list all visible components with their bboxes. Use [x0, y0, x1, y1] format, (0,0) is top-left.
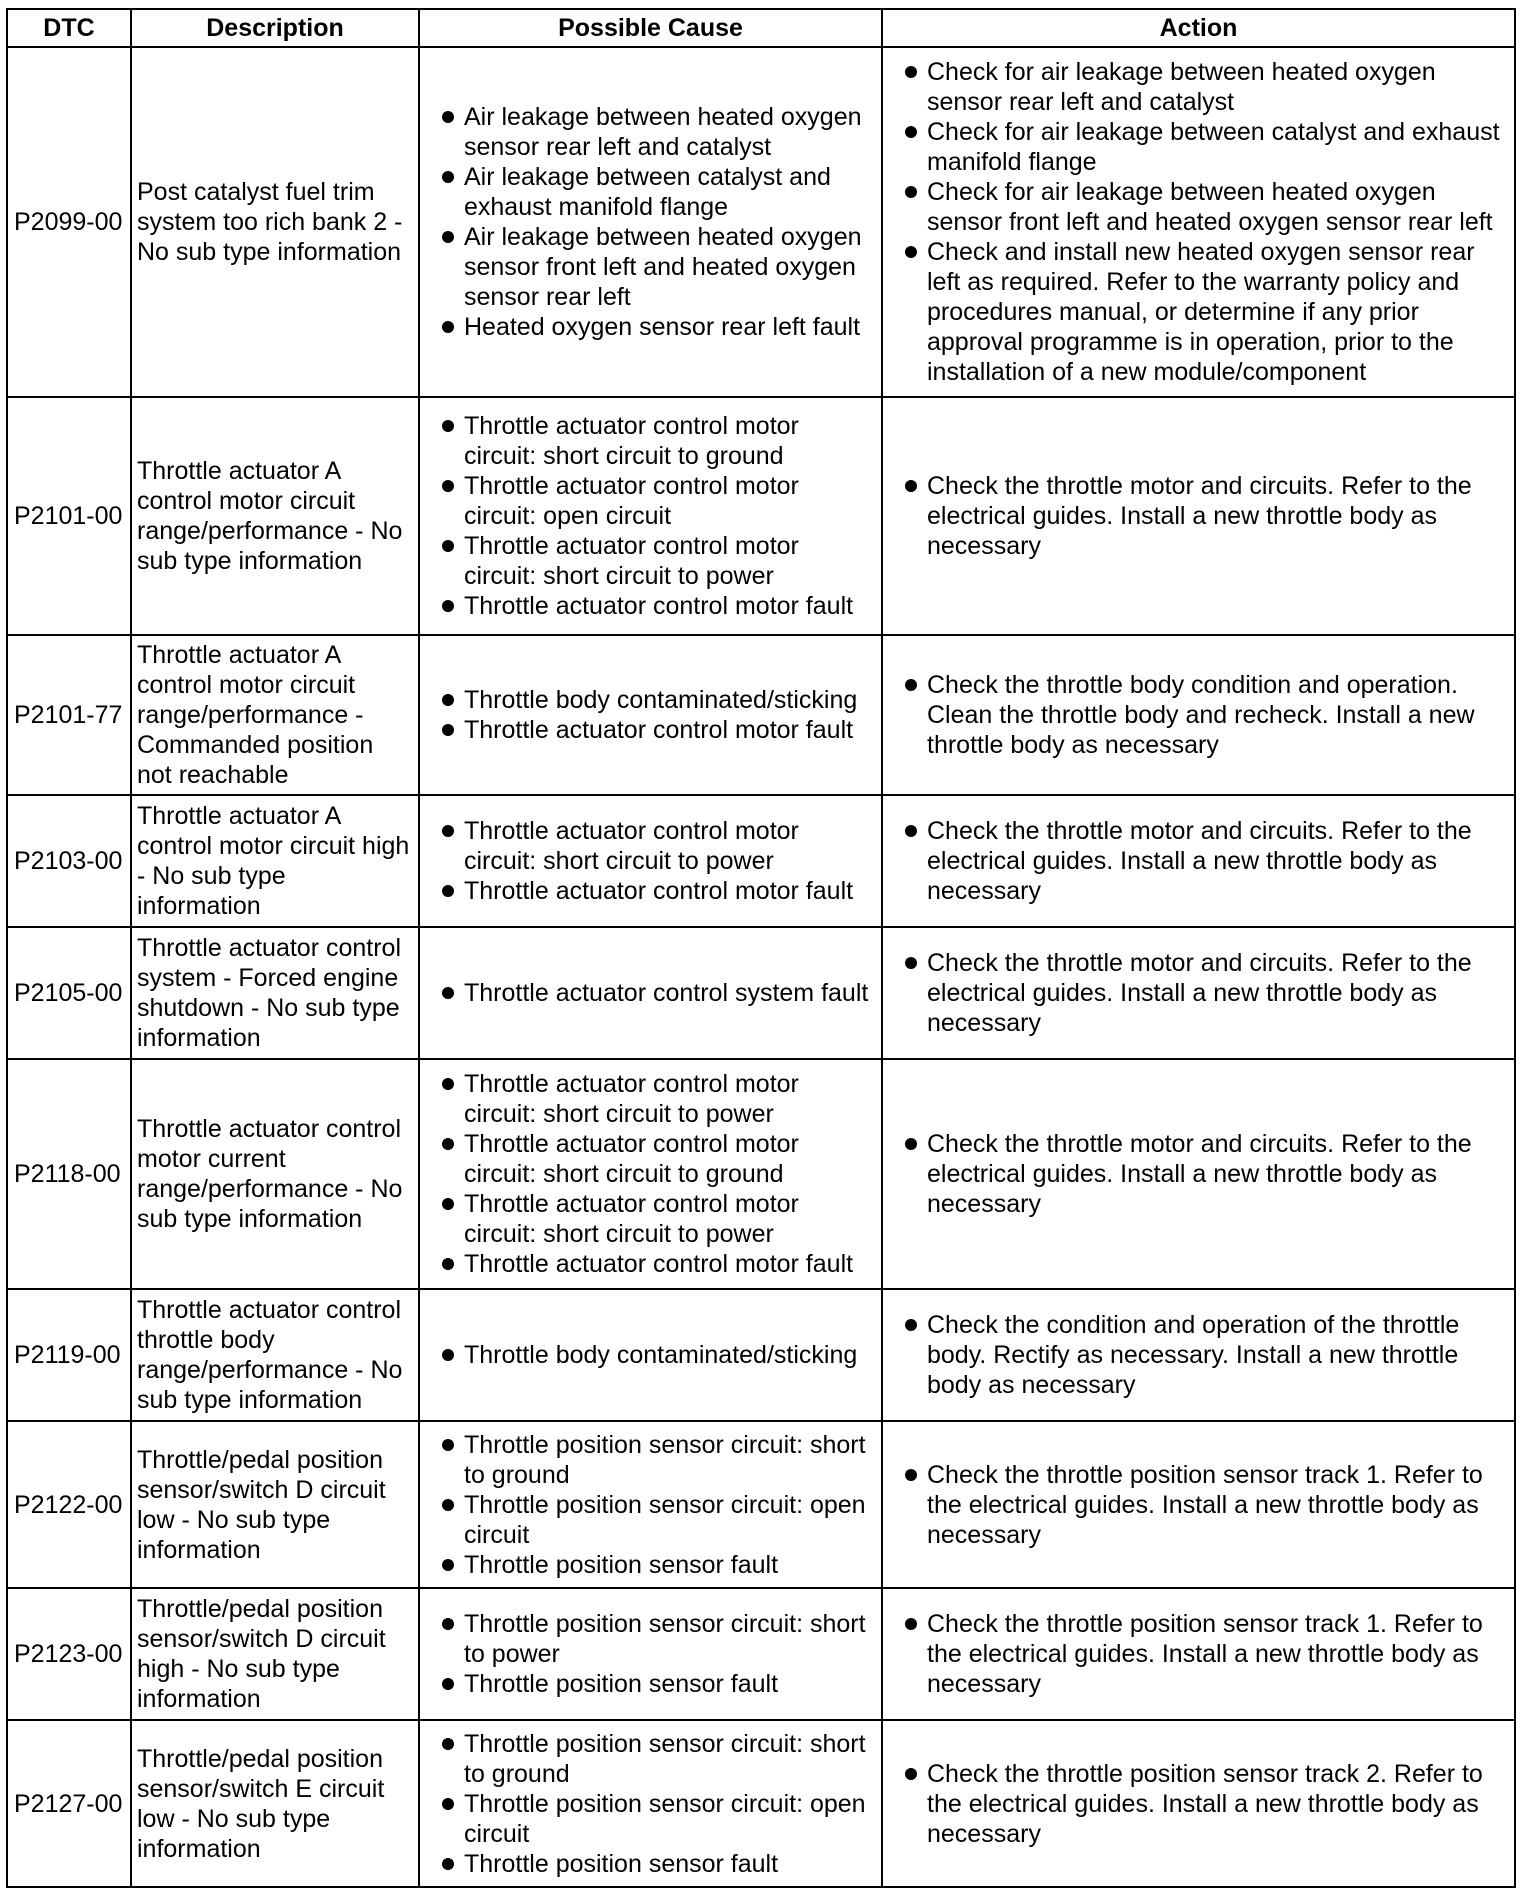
dtc-description: Throttle actuator A control motor circuit range/performance - Commanded position not reachable	[131, 635, 419, 796]
dtc-description: Throttle actuator control motor current range/performance - No sub type information	[131, 1059, 419, 1289]
possible-cause-list	[424, 816, 877, 906]
action-cell	[882, 1720, 1515, 1887]
action-list	[887, 57, 1510, 387]
action-item: Check the throttle motor and circuits. Refer to the electrical guides. Install a new throttle body as necessary	[887, 816, 1510, 906]
possible-cause-item: Air leakage between heated oxygen sensor front left and heated oxygen sensor rear left	[424, 222, 877, 312]
table-row	[7, 1720, 1515, 1887]
dtc-code: P2123-00	[7, 1588, 131, 1720]
dtc-code: P2119-00	[7, 1289, 131, 1421]
possible-cause-item: Throttle body contaminated/sticking	[424, 685, 877, 715]
dtc-code: P2099-00	[7, 47, 131, 397]
possible-cause-item: Throttle position sensor fault	[424, 1550, 877, 1580]
action-item: Check and install new heated oxygen sensor rear left as required. Refer to the warranty policy and procedures manual, or determine if any prior approval programme is in operation, prior to the installation of a new module/component	[887, 237, 1510, 387]
action-item: Check the condition and operation of the throttle body. Rectify as necessary. Install a new throttle body as necessary	[887, 1310, 1510, 1400]
action-item: Check for air leakage between heated oxygen sensor front left and heated oxygen sensor rear left	[887, 177, 1510, 237]
table-row	[7, 1421, 1515, 1588]
action-cell	[882, 397, 1515, 635]
possible-cause-item: Throttle actuator control motor circuit: short circuit to power	[424, 816, 877, 876]
possible-cause-cell	[419, 1421, 882, 1588]
dtc-table	[6, 8, 1516, 1888]
possible-cause-item: Throttle actuator control motor circuit: short circuit to ground	[424, 1129, 877, 1189]
possible-cause-item: Throttle actuator control motor fault	[424, 715, 877, 745]
action-item: Check the throttle motor and circuits. Refer to the electrical guides. Install a new throttle body as necessary	[887, 471, 1510, 561]
possible-cause-cell	[419, 795, 882, 927]
action-list	[887, 948, 1510, 1038]
possible-cause-list	[424, 685, 877, 745]
table-body	[7, 47, 1515, 1887]
action-cell	[882, 1588, 1515, 1720]
possible-cause-list	[424, 1430, 877, 1580]
possible-cause-item: Throttle position sensor fault	[424, 1849, 877, 1879]
dtc-code: P2103-00	[7, 795, 131, 927]
possible-cause-list	[424, 411, 877, 621]
table-row	[7, 1059, 1515, 1289]
dtc-description: Throttle/pedal position sensor/switch D circuit high - No sub type information	[131, 1588, 419, 1720]
table-header-row	[7, 9, 1515, 47]
dtc-code: P2118-00	[7, 1059, 131, 1289]
possible-cause-item: Throttle position sensor circuit: open circuit	[424, 1490, 877, 1550]
possible-cause-item: Throttle actuator control motor circuit: short circuit to power	[424, 1069, 877, 1129]
column-header-dtc: DTC	[7, 9, 131, 47]
possible-cause-cell	[419, 1289, 882, 1421]
action-list	[887, 816, 1510, 906]
action-item: Check for air leakage between heated oxygen sensor rear left and catalyst	[887, 57, 1510, 117]
table-row	[7, 397, 1515, 635]
action-list	[887, 1129, 1510, 1219]
possible-cause-cell	[419, 1059, 882, 1289]
possible-cause-list	[424, 1609, 877, 1699]
action-cell	[882, 47, 1515, 397]
table-row	[7, 47, 1515, 397]
action-item: Check the throttle motor and circuits. Refer to the electrical guides. Install a new throttle body as necessary	[887, 948, 1510, 1038]
possible-cause-item: Throttle position sensor circuit: short to ground	[424, 1430, 877, 1490]
possible-cause-list	[424, 978, 877, 1008]
dtc-code: P2101-00	[7, 397, 131, 635]
possible-cause-item: Throttle actuator control motor circuit: short circuit to ground	[424, 411, 877, 471]
action-cell	[882, 795, 1515, 927]
action-list	[887, 1759, 1510, 1849]
column-header-action: Action	[882, 9, 1515, 47]
possible-cause-item: Throttle actuator control motor fault	[424, 591, 877, 621]
possible-cause-item: Throttle actuator control system fault	[424, 978, 877, 1008]
possible-cause-list	[424, 1069, 877, 1279]
possible-cause-item: Heated oxygen sensor rear left fault	[424, 312, 877, 342]
action-list	[887, 1310, 1510, 1400]
dtc-description: Throttle actuator A control motor circuit range/performance - No sub type information	[131, 397, 419, 635]
action-cell	[882, 1289, 1515, 1421]
possible-cause-cell	[419, 397, 882, 635]
action-list	[887, 1460, 1510, 1550]
dtc-code: P2127-00	[7, 1720, 131, 1887]
dtc-description: Throttle actuator control system - Forced engine shutdown - No sub type information	[131, 927, 419, 1059]
dtc-description: Throttle actuator control throttle body range/performance - No sub type information	[131, 1289, 419, 1421]
action-list	[887, 670, 1510, 760]
table-row	[7, 1588, 1515, 1720]
dtc-description: Throttle actuator A control motor circuit high - No sub type information	[131, 795, 419, 927]
dtc-description: Throttle/pedal position sensor/switch D circuit low - No sub type information	[131, 1421, 419, 1588]
dtc-code: P2122-00	[7, 1421, 131, 1588]
possible-cause-cell	[419, 635, 882, 796]
possible-cause-item: Throttle position sensor circuit: short to power	[424, 1609, 877, 1669]
possible-cause-item: Throttle position sensor circuit: short to ground	[424, 1729, 877, 1789]
action-item: Check for air leakage between catalyst and exhaust manifold flange	[887, 117, 1510, 177]
table-row	[7, 795, 1515, 927]
action-item: Check the throttle position sensor track 1. Refer to the electrical guides. Install a new throttle body as necessary	[887, 1460, 1510, 1550]
possible-cause-item: Air leakage between heated oxygen sensor rear left and catalyst	[424, 102, 877, 162]
dtc-description: Throttle/pedal position sensor/switch E circuit low - No sub type information	[131, 1720, 419, 1887]
possible-cause-item: Throttle position sensor fault	[424, 1669, 877, 1699]
action-cell	[882, 1421, 1515, 1588]
action-item: Check the throttle position sensor track 1. Refer to the electrical guides. Install a new throttle body as necessary	[887, 1609, 1510, 1699]
action-item: Check the throttle position sensor track 2. Refer to the electrical guides. Install a new throttle body as necessary	[887, 1759, 1510, 1849]
column-header-description: Description	[131, 9, 419, 47]
dtc-description: Post catalyst fuel trim system too rich bank 2 - No sub type information	[131, 47, 419, 397]
action-cell	[882, 927, 1515, 1059]
action-item: Check the throttle body condition and operation. Clean the throttle body and recheck. Install a new throttle body as necessary	[887, 670, 1510, 760]
possible-cause-item: Throttle body contaminated/sticking	[424, 1340, 877, 1370]
table-row	[7, 635, 1515, 796]
action-list	[887, 1609, 1510, 1699]
possible-cause-list	[424, 1729, 877, 1879]
action-cell	[882, 1059, 1515, 1289]
possible-cause-item: Throttle actuator control motor circuit: short circuit to power	[424, 1189, 877, 1249]
action-cell	[882, 635, 1515, 796]
possible-cause-item: Throttle position sensor circuit: open circuit	[424, 1789, 877, 1849]
possible-cause-item: Throttle actuator control motor circuit: open circuit	[424, 471, 877, 531]
dtc-code: P2101-77	[7, 635, 131, 796]
possible-cause-item: Throttle actuator control motor fault	[424, 876, 877, 906]
possible-cause-cell	[419, 1720, 882, 1887]
possible-cause-item: Throttle actuator control motor circuit: short circuit to power	[424, 531, 877, 591]
column-header-possible-cause: Possible Cause	[419, 9, 882, 47]
possible-cause-item: Air leakage between catalyst and exhaust manifold flange	[424, 162, 877, 222]
possible-cause-cell	[419, 47, 882, 397]
table-row	[7, 927, 1515, 1059]
action-item: Check the throttle motor and circuits. Refer to the electrical guides. Install a new throttle body as necessary	[887, 1129, 1510, 1219]
possible-cause-list	[424, 102, 877, 342]
dtc-code: P2105-00	[7, 927, 131, 1059]
table-row	[7, 1289, 1515, 1421]
possible-cause-cell	[419, 1588, 882, 1720]
possible-cause-list	[424, 1340, 877, 1370]
possible-cause-cell	[419, 927, 882, 1059]
action-list	[887, 471, 1510, 561]
possible-cause-item: Throttle actuator control motor fault	[424, 1249, 877, 1279]
